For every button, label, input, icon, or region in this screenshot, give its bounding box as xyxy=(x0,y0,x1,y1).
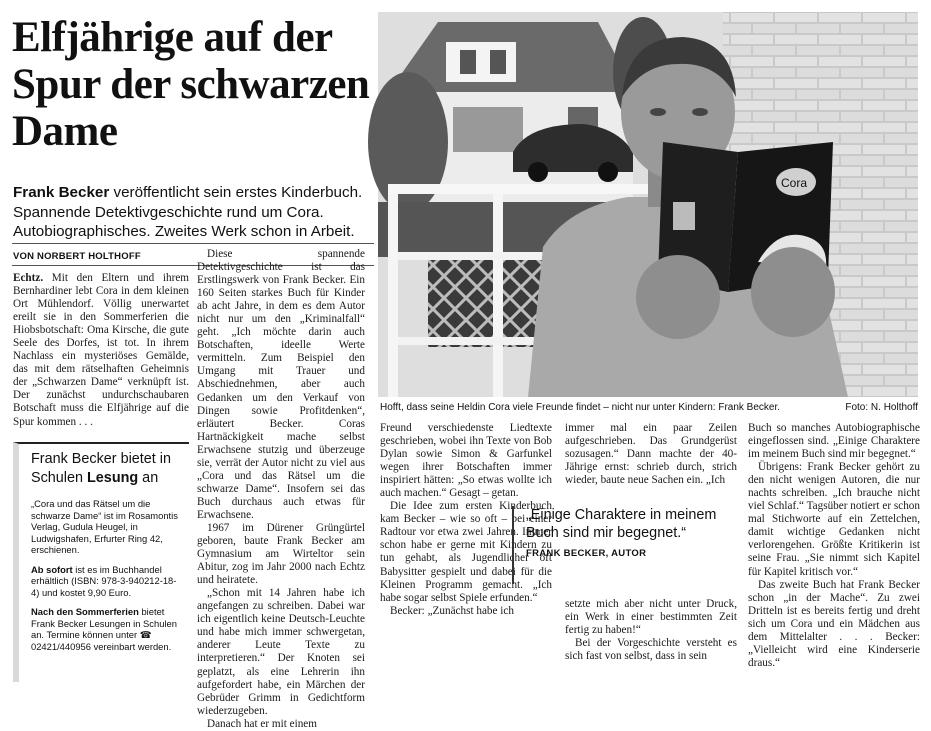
article-column-4-bottom xyxy=(565,598,737,663)
byline: VON NORBERT HOLTHOFF xyxy=(13,251,141,262)
info-title-part-1: Frank Becker bietet in Schulen xyxy=(31,451,171,486)
info-readings-lead: Nach den Sommerferien xyxy=(31,606,139,617)
article-column-1 xyxy=(13,272,189,429)
col3-paragraph: Becker: „Zunächst habe ich xyxy=(390,604,514,617)
pull-quote-author: FRANK BECKER, AUTOR xyxy=(526,548,647,559)
col3-paragraph: Freund verschiedenste Liedtexte geschrieben, wobei ihn Texte von Bob Dylan sowie Simon & Garfunkel wegen ihrer Botschaften immer inspiriert hätten: „So etwas wollte ich auch machen.“ Gesagt – getan. xyxy=(380,422,552,500)
headline: Elfjährige auf der Spur der schwarzen Dame xyxy=(12,14,370,155)
col3-paragraph: Die Idee zum ersten Kinderbuch kam Becker – wie so oft – bei einer Radtour vor etwa zwei Jahren. Immer schon habe er gerne mit Kindern zu tun gehabt, als Jugendlicher oft Babysitter gespielt und dabei für die Kleinen Programm gemacht. „Ich habe sogar selbst Spiele erfunden.“ xyxy=(380,500,552,604)
info-box xyxy=(13,442,189,682)
col2-paragraph: Diese spannende Detektivgeschichte ist das Erstlingswerk von Frank Becker. Ein 160 Seiten starkes Buch für Kinder ab acht Jahre, in dem es dem Autor nicht nur um den „Kriminalfall“ geht. „Ich möchte darin auch Botschaften, ideelle Werte vermitteln. Zum Beispiel den Umgang mit Trauer und Abschiednehmen, aber auch Gedanken um den Verkauf von Dingen sowie Profitdenken“, erläutert Becker. Coras Hartnäckigkeit mache selbst Erwachsene stutzig und überzeuge sie, verrät der Autor nicht zu viel aus „Cora und das Rätsel um die schwarze Dame“. Insofern sei das Buch durchaus auch etwas für Erwachsene. xyxy=(197,248,365,521)
col4-paragraph: setzte mich aber nicht unter Druck, ein Werk in einer bestimmten Zeit fertig zu haben!“ xyxy=(565,598,737,637)
col2-paragraph: Danach hat er mit einem xyxy=(207,717,317,730)
info-paragraph-publisher: „Cora und das Rätsel um die schwarze Dame“ ist im Rosamontis Verlag, Gudula Heugel, in Ludwigshafen, Erfurter Ring 42, erschienen. xyxy=(31,498,178,555)
article-column-5 xyxy=(748,422,920,670)
article-photo xyxy=(378,12,918,397)
info-title-part-2: an xyxy=(138,470,159,486)
article-column-2 xyxy=(197,248,365,731)
info-paragraph-availability xyxy=(31,564,183,599)
pull-quote xyxy=(512,506,738,584)
info-availability-lead: Ab sofort xyxy=(31,563,73,575)
col5-paragraph: Übrigens: Frank Becker gehört zu den nicht wenigen Autoren, die nur nachts schreiben. „Ich brauche nicht viel Schlaf.“ Tagsüber notiert er schon mal Stichworte auf ein Zettelchen, damit wichtige Gedanken nicht verlorengehen. Größte Kritikerin ist seine Frau. „Sie nimmt sich Kapitel für Kapitel kritisch vor.“ xyxy=(748,461,920,578)
info-box-title xyxy=(31,450,183,488)
subhead-text: veröffentlicht sein erstes Kinderbuch. Spannende Detektivgeschichte rund um Cora. Autobiographisches. Zweites Werk schon in Arbeit. xyxy=(13,184,363,240)
col1-text: Mit den Eltern und ihrem Bernhardiner lebt Cora in dem kleinen Ort Mühlendorf. Völlig unerwartet ereilt sie in den Sommerferien die Hiobsbotschaft: Oma Kirsche, die gute Seele des Dorfes, ist tot. In ihrem Nachlass ein mysteriöses Gemälde, das mit dem rätselhaften Geheimnis der „Schwarzen Dame“ verknüpft ist. Der zunächst undurchschaubaren Botschaft muss die Elfjährige auf die Spur kommen . . . xyxy=(13,272,189,428)
book-cover-title: Cora xyxy=(781,176,808,190)
caption-text: Hofft, dass seine Heldin Cora viele Freunde findet – nicht nur unter Kindern: Frank Becker. xyxy=(380,402,781,413)
info-readings-text: bietet Frank Becker Lesungen in Schulen an. Termine können unter ☎ 02421/440956 vereinbart werden. xyxy=(31,606,177,652)
col4-paragraph: Bei der Vorgeschichte versteht es sich fast von selbst, dass in sein xyxy=(565,637,737,663)
dateline: Echtz. xyxy=(13,272,44,284)
col2-paragraph: 1967 im Dürener Grüngürtel geboren, baute Frank Becker am Gymnasium am Wirteltor sein Abitur, zog im Jahr 2000 nach Echtz und heiratete. xyxy=(197,521,365,587)
col5-paragraph: Buch so manches Autobiographische eingeflossen sind. „Einige Charaktere im meinem Buch sind mir begegnet.“ xyxy=(748,422,920,461)
photo-caption xyxy=(380,402,918,413)
col5-paragraph: Das zweite Buch hat Frank Becker schon „in der Mache“. Zu zwei Dritteln ist es bereits fertig und dreht sich um Cora und ein Mädchen aus dem Mittelalter . . . Becker: „Vielleicht wird eine Kinderserie draus.“ xyxy=(748,578,920,669)
subheadline xyxy=(13,183,383,242)
col2-paragraph: „Schon mit 14 Jahren habe ich angefangen zu schreiben. Dabei war ich eigentlich keine Deutsch-Leuchte und habe mich immer schwergetan, anderer Leute Texte zu interpretieren.“ Der Knoten sei geplatzt, als eine Lehrerin ihn aufgefordert habe, ein Märchen der Gebrüder Grimm in Gedichtform wiederzugeben. xyxy=(197,587,365,717)
article-column-4-top xyxy=(565,422,737,487)
info-availability-text: ist es im Buchhandel erhältlich (ISBN: 978-3-940212-18-4) und kostet 9,90 Euro. xyxy=(31,563,177,598)
info-paragraph-readings xyxy=(31,606,183,652)
photo-illustration xyxy=(378,12,918,397)
divider-top xyxy=(12,243,374,244)
photo-credit: Foto: N. Holthoff xyxy=(845,402,918,413)
col1-paragraph xyxy=(13,272,189,429)
pull-quote-text: „Einige Charaktere in meinem Buch sind mir begegnet.“ xyxy=(526,507,717,541)
subhead-lead-name: Frank Becker xyxy=(13,184,110,201)
info-title-emphasis: Lesung xyxy=(87,470,139,486)
col4-paragraph: immer mal ein paar Zeilen aufgeschrieben. Das Grundgerüst sozusagen.“ Dann machte der 40-Jährige ernst: schrieb durch, strich wieder, baute neue Sachen ein. „Ich xyxy=(565,422,737,487)
